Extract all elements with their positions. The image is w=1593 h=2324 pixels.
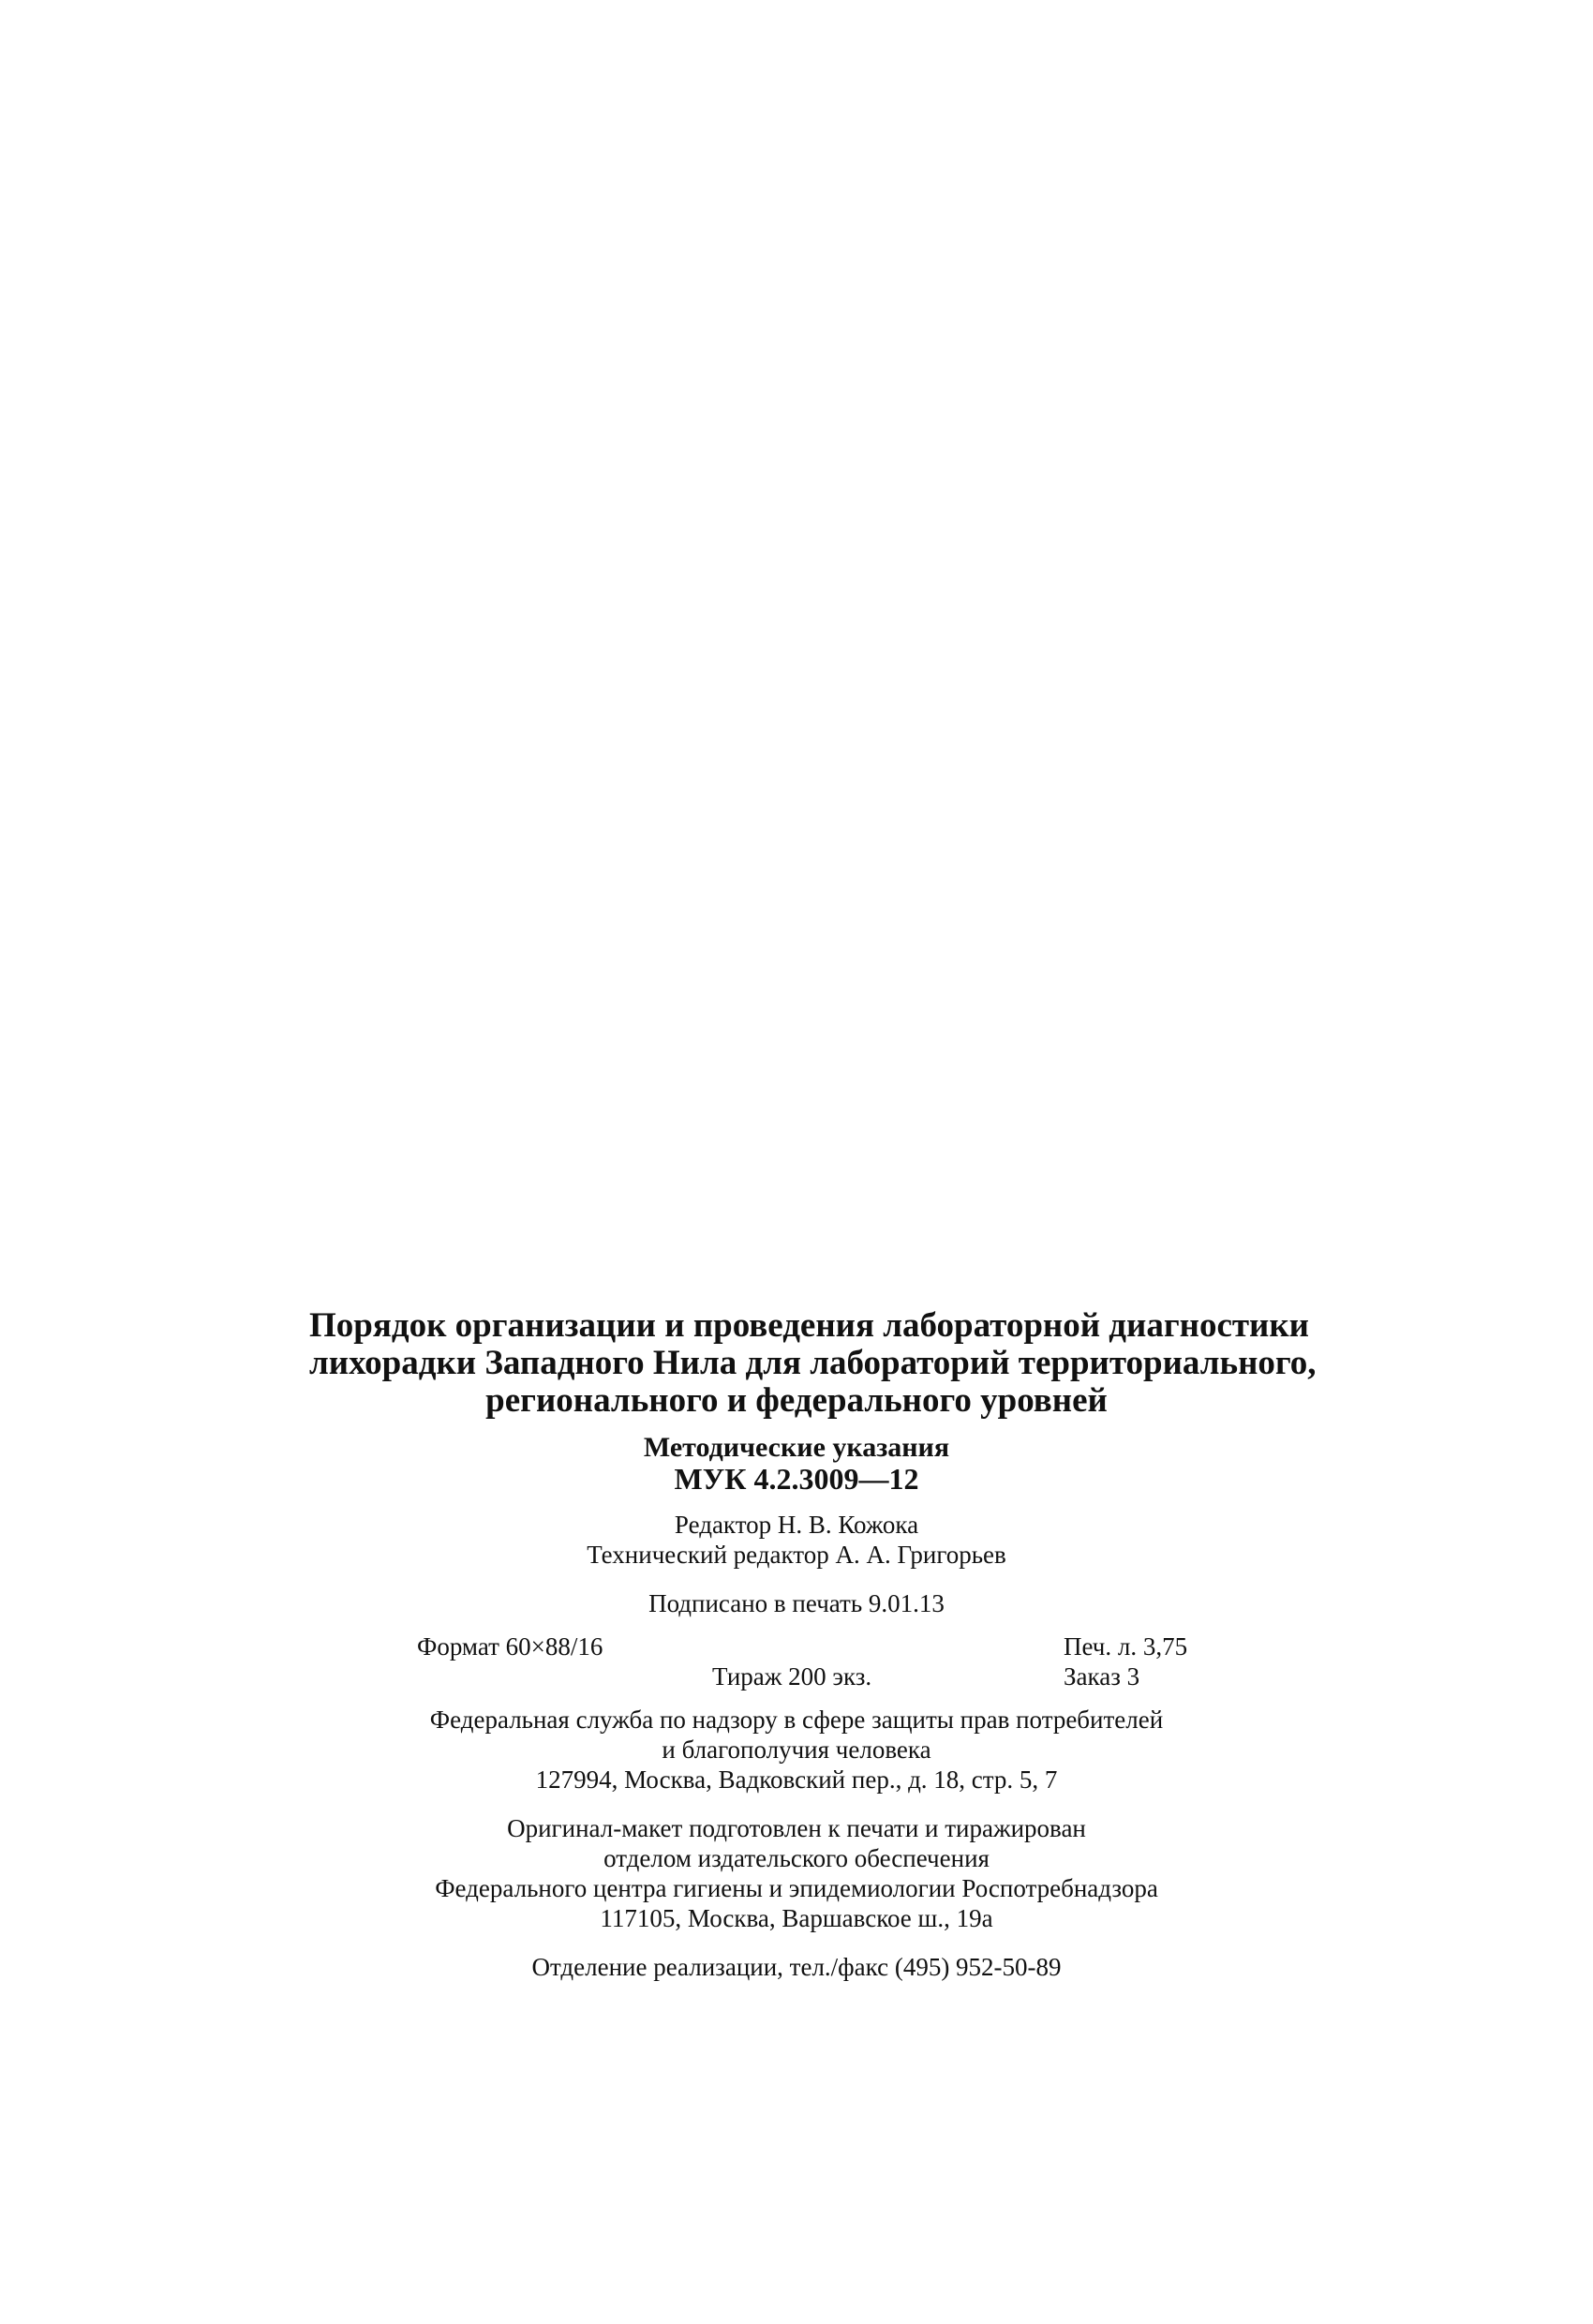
print-specs — [309, 1631, 1284, 1693]
document-title — [309, 1306, 1317, 1420]
document-code: МУК 4.2.3009—12 — [674, 1462, 919, 1496]
sales-contact: Отделение реализации, тел./факс (495) 952-50-89 — [531, 1953, 1062, 1981]
publisher-line: и благополучия человека — [662, 1736, 931, 1764]
signed-to-print: Подписано в печать 9.01.13 — [648, 1589, 945, 1617]
printer-line: Оригинал-макет подготовлен к печати и тиражирован — [507, 1814, 1086, 1842]
imprint-block — [309, 1306, 1317, 1982]
circulation-spec: Тираж 200 экз. — [712, 1662, 872, 1691]
title-line: Порядок организации и проведения лабораторной диагностики — [309, 1306, 1310, 1345]
editor: Редактор Н. В. Кожока — [674, 1511, 919, 1539]
technical-editor: Технический редактор А. А. Григорьев — [587, 1541, 1006, 1569]
publisher-line: 127994, Москва, Вадковский пер., д. 18, стр. 5, 7 — [535, 1765, 1058, 1794]
printer-line: Федерального центра гигиены и эпидемиологии Роспотребнадзора — [435, 1874, 1158, 1902]
printer-line: 117105, Москва, Варшавское ш., 19а — [600, 1904, 993, 1932]
printer-info — [309, 1813, 1284, 1933]
publisher-info — [309, 1705, 1284, 1795]
credits — [309, 1510, 1284, 1570]
order-spec: Заказ 3 — [1064, 1662, 1140, 1691]
print-sheets-spec: Печ. л. 3,75 — [1064, 1632, 1188, 1661]
document-type: Методические указания — [643, 1432, 950, 1463]
format-spec: Формат 60×88/16 — [417, 1632, 603, 1661]
printer-line: отделом издательского обеспечения — [603, 1844, 990, 1872]
publisher-line: Федеральная служба по надзору в сфере защиты прав потребителей — [429, 1706, 1164, 1734]
title-line: лихорадки Западного Нила для лабораторий территориального, — [309, 1344, 1317, 1382]
title-line: регионального и федерального уровней — [485, 1381, 1108, 1420]
